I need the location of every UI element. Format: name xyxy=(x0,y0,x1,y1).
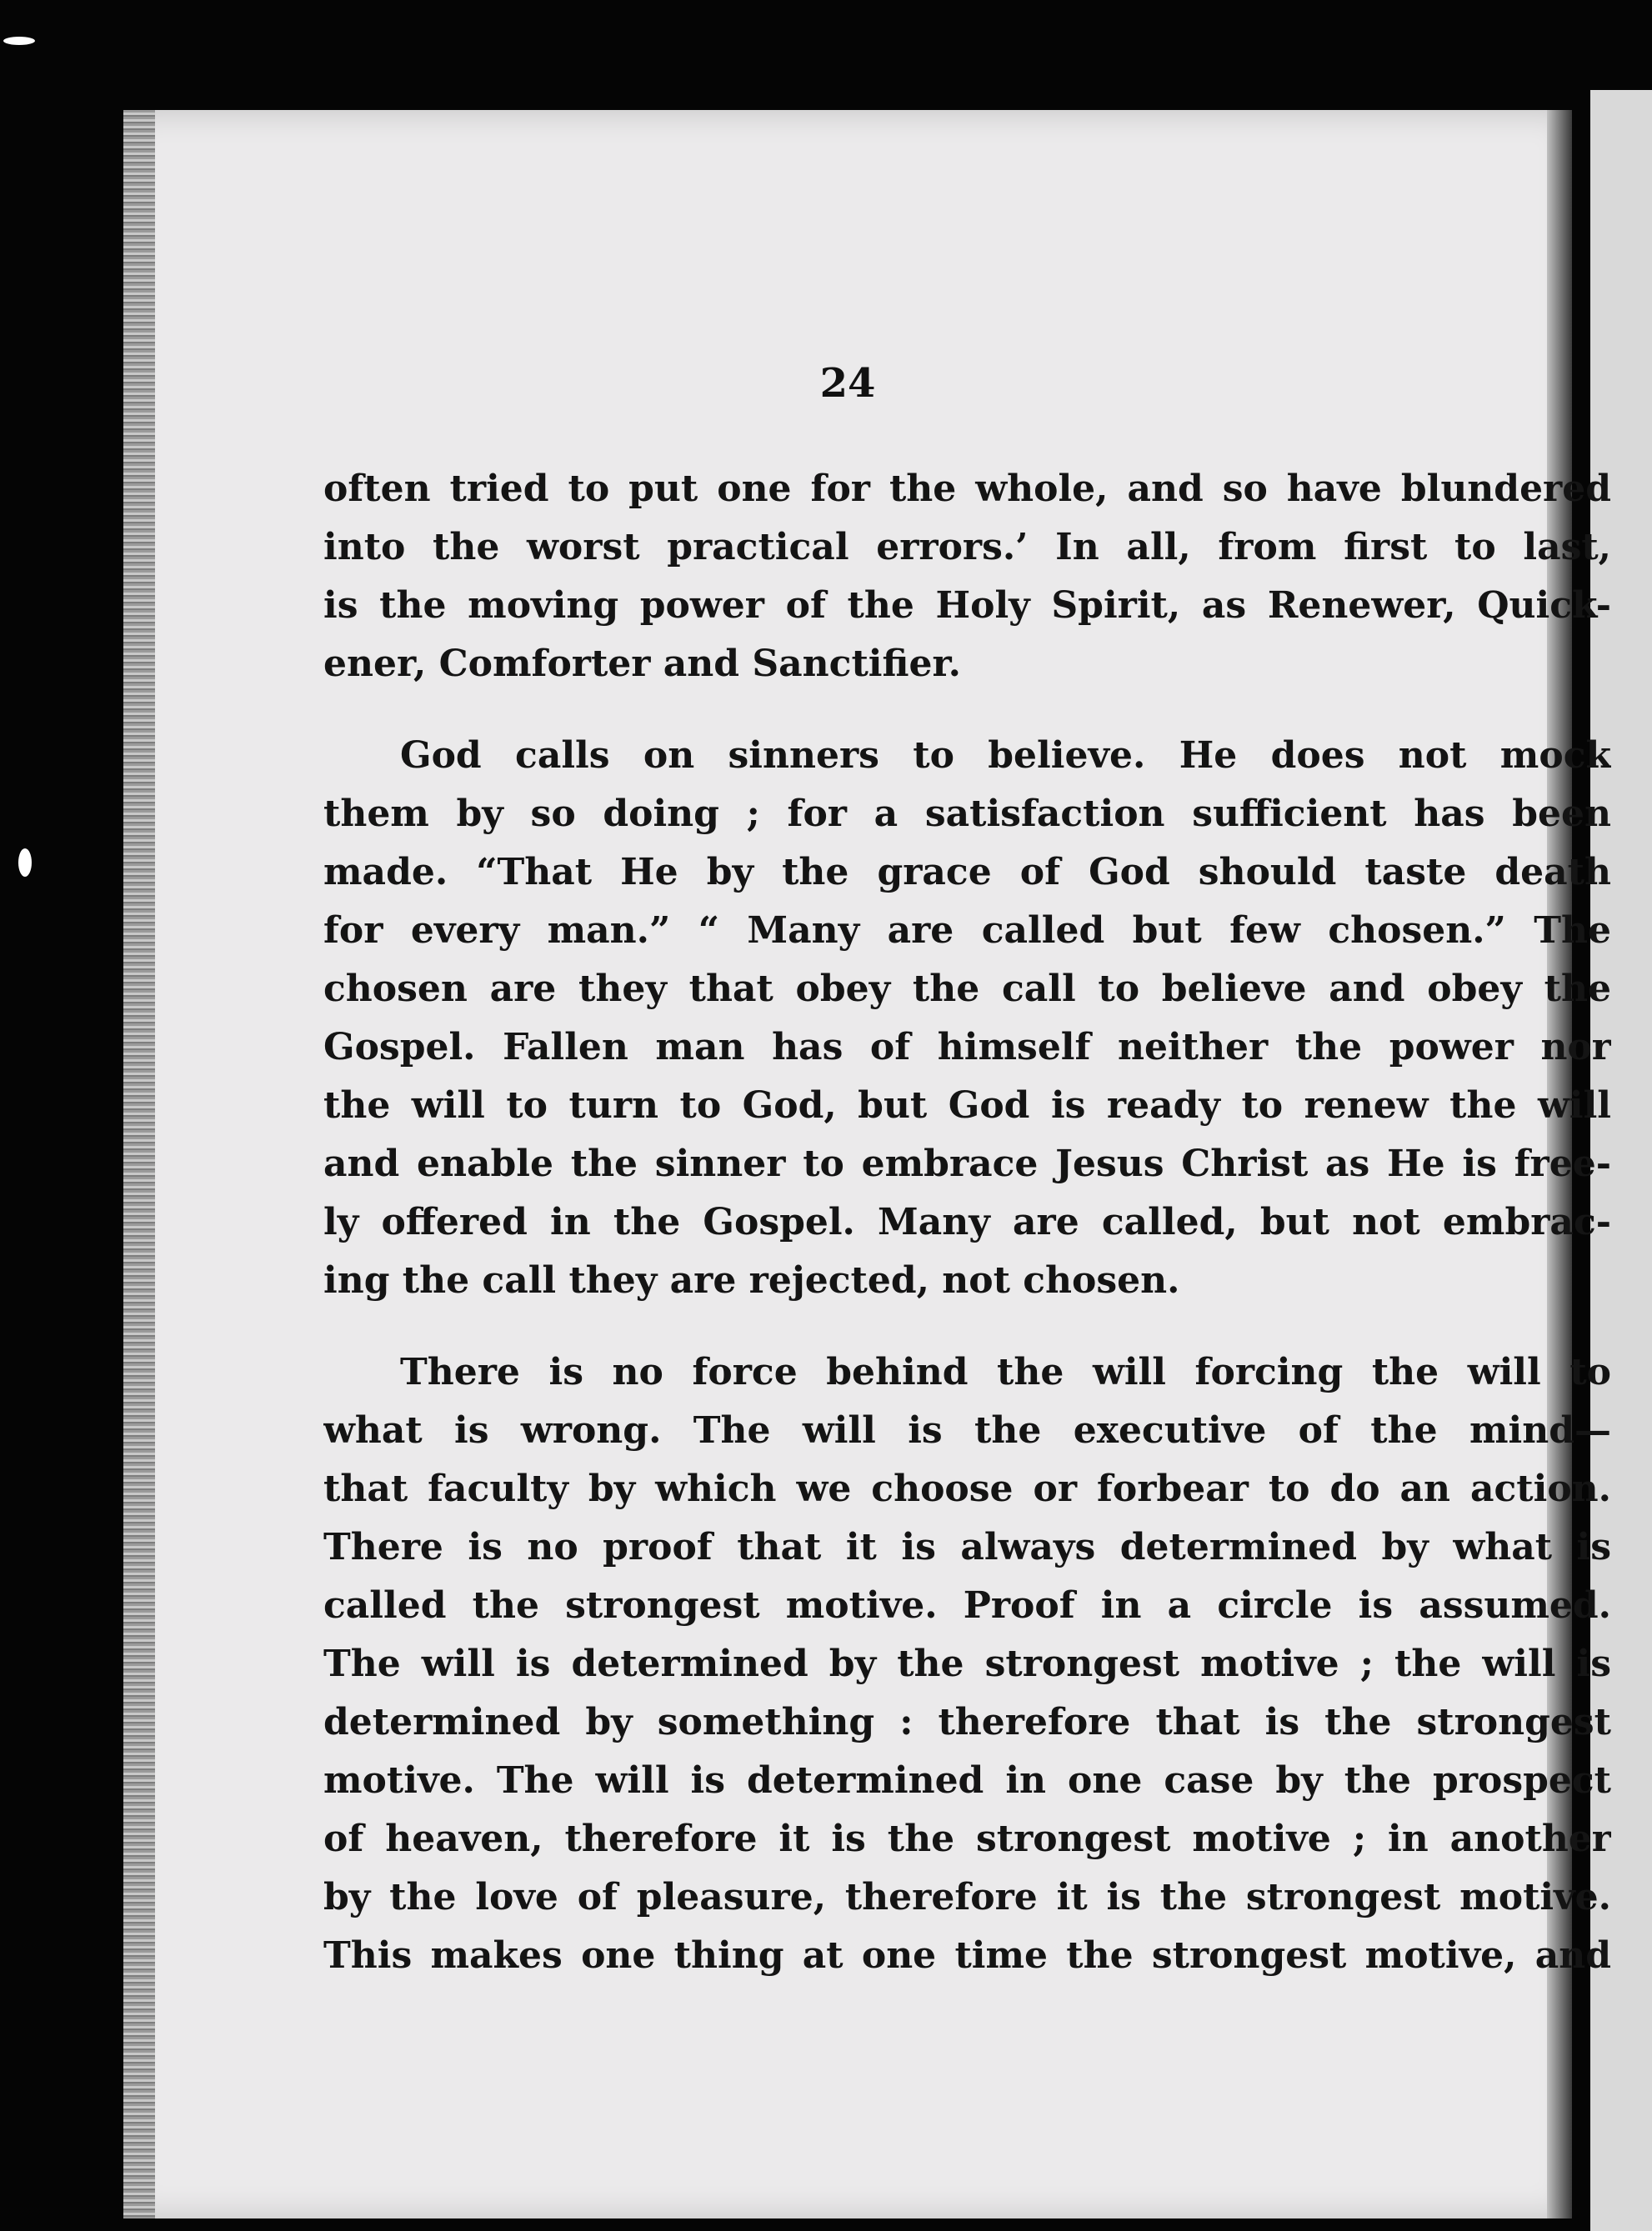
text-line: by the love of pleasure, therefore it is the strongest motive. xyxy=(323,1876,1611,1918)
text-line: ing the call they are rejected, not chosen. xyxy=(323,1259,1180,1302)
paragraph-2 xyxy=(323,727,1611,1310)
text-line: The will is determined by the strongest motive ; the will is xyxy=(323,1643,1611,1685)
text-line: determined by something : therefore that is the strongest xyxy=(323,1701,1611,1743)
scan-speck xyxy=(18,848,32,877)
text-line: God calls on sinners to believe. He does not mock xyxy=(400,734,1611,777)
text-line: chosen are they that obey the call to believe and obey the xyxy=(323,968,1611,1010)
text-line: There is no force behind the will forcing the will to xyxy=(400,1351,1611,1393)
book-page xyxy=(123,110,1611,2218)
text-line: the will to turn to God, but God is ready to renew the will xyxy=(323,1084,1611,1127)
text-line: Gospel. Fallen man has of himself neither the power nor xyxy=(323,1026,1611,1068)
scan-speck xyxy=(3,37,35,45)
text-line: This makes one thing at one time the strongest motive, and xyxy=(323,1934,1611,1977)
text-line: often tried to put one for the whole, and so have blundered xyxy=(323,468,1611,510)
text-line: and enable the sinner to embrace Jesus Christ as He is free- xyxy=(323,1143,1611,1185)
text-line: is the moving power of the Holy Spirit, as Renewer, Quick- xyxy=(323,584,1611,627)
text-line: of heaven, therefore it is the strongest motive ; in another xyxy=(323,1818,1611,1860)
page-number: 24 xyxy=(819,360,876,407)
paragraph-3 xyxy=(323,1343,1611,1985)
text-line: motive. The will is determined in one case by the prospect xyxy=(323,1759,1611,1802)
text-line: made. “That He by the grace of God should taste death xyxy=(323,851,1611,893)
text-line: ener, Comforter and Sanctifier. xyxy=(323,643,961,685)
text-line: that faculty by which we choose or forbear to do an action. xyxy=(323,1468,1611,1510)
text-line: what is wrong. The will is the executive of the mind— xyxy=(323,1409,1611,1452)
text-line: ly offered in the Gospel. Many are called, but not embrac- xyxy=(323,1201,1611,1243)
paragraph-1 xyxy=(323,460,1611,693)
text-line: for every man.” “ Many are called but few chosen.” The xyxy=(323,909,1611,952)
text-line: There is no proof that it is always determined by what is xyxy=(323,1526,1611,1568)
text-line: them by so doing ; for a satisfaction sufficient has been xyxy=(323,793,1611,835)
text-line: into the worst practical errors.’ In all, from first to last, xyxy=(323,526,1611,568)
text-line: called the strongest motive. Proof in a circle is assumed. xyxy=(323,1584,1611,1627)
page-binding xyxy=(123,110,155,2218)
